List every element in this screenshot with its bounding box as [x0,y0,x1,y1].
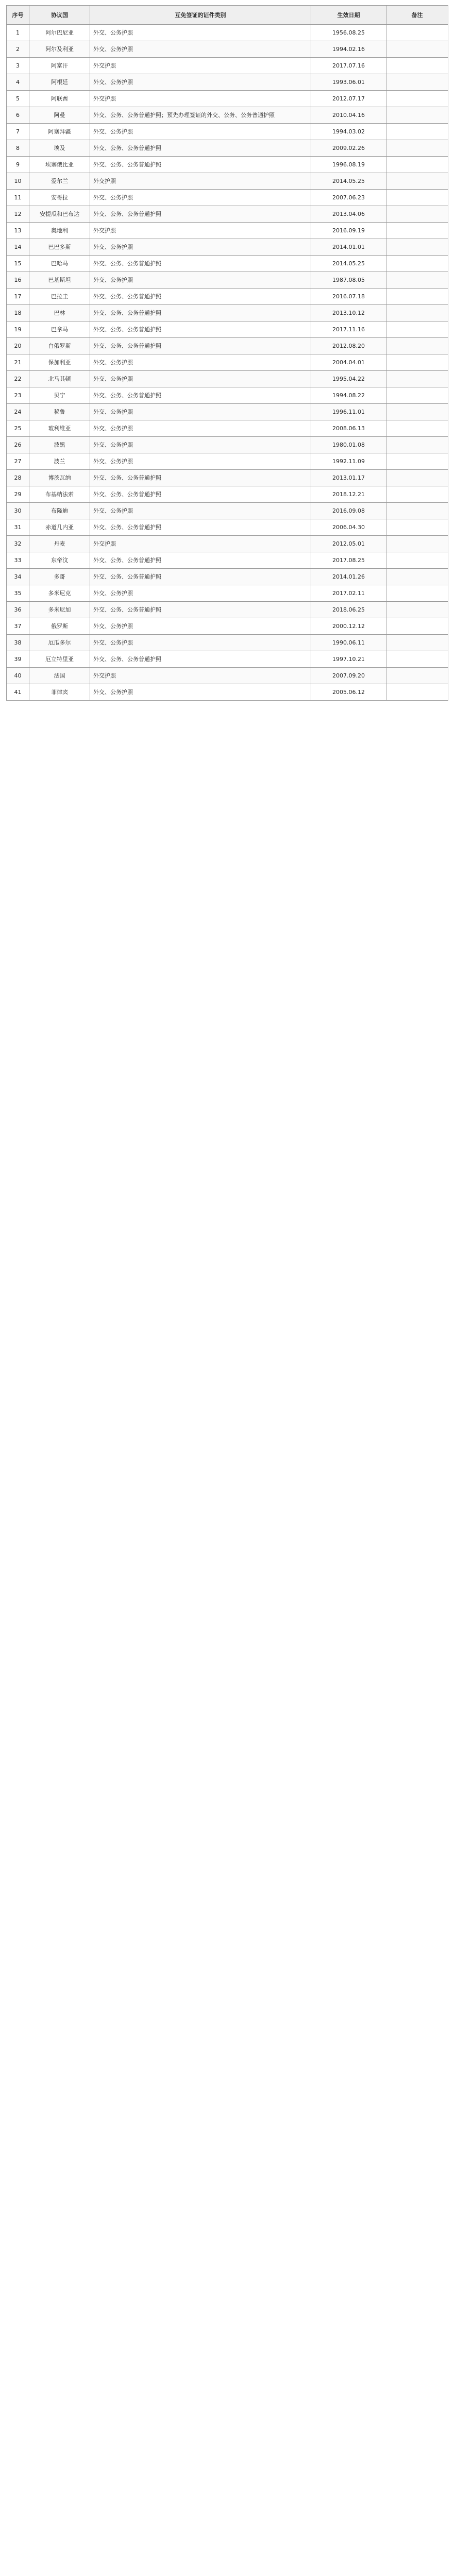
row-passport-types: 外交、公务护照 [90,437,311,453]
table-row [7,387,448,404]
row-country: 丹麦 [29,536,90,552]
row-passport-types: 外交、公务护照 [90,354,311,371]
row-effective-date: 2016.09.19 [311,223,386,239]
row-index: 26 [7,437,29,453]
table-row [7,453,448,470]
row-effective-date: 2013.04.06 [311,206,386,223]
row-remarks [386,371,448,387]
visa-agreement-table-container [6,5,448,701]
row-effective-date: 1996.08.19 [311,157,386,173]
header-country: 协议国 [29,6,90,25]
row-remarks [386,206,448,223]
row-country: 波黑 [29,437,90,453]
row-passport-types: 外交、公务护照 [90,124,311,140]
row-remarks [386,635,448,651]
row-passport-types: 外交、公务护照 [90,41,311,58]
row-index: 19 [7,321,29,338]
row-index: 34 [7,569,29,585]
row-remarks [386,354,448,371]
row-passport-types: 外交、公务、公务普通护照 [90,206,311,223]
row-index: 29 [7,486,29,503]
row-index: 23 [7,387,29,404]
header-index: 序号 [7,6,29,25]
table-row [7,618,448,635]
row-passport-types: 外交、公务、公务普通护照；预先办理签证的外交、公务、公务普通护照 [90,107,311,124]
row-country: 阿根廷 [29,74,90,91]
row-index: 10 [7,173,29,190]
row-country: 巴巴多斯 [29,239,90,256]
table-row [7,569,448,585]
row-country: 爱尔兰 [29,173,90,190]
row-remarks [386,470,448,486]
row-country: 阿尔及利亚 [29,41,90,58]
row-effective-date: 2010.04.16 [311,107,386,124]
row-effective-date: 2013.10.12 [311,305,386,321]
row-index: 3 [7,58,29,74]
table-row [7,239,448,256]
row-passport-types: 外交、公务、公务普通护照 [90,305,311,321]
table-row [7,107,448,124]
row-passport-types: 外交护照 [90,223,311,239]
row-effective-date: 1987.08.05 [311,272,386,289]
table-row [7,651,448,668]
table-row [7,124,448,140]
row-country: 保加利亚 [29,354,90,371]
row-remarks [386,272,448,289]
table-row [7,157,448,173]
row-effective-date: 1992.11.09 [311,453,386,470]
row-country: 白俄罗斯 [29,338,90,354]
row-effective-date: 1980.01.08 [311,437,386,453]
row-country: 安哥拉 [29,190,90,206]
row-effective-date: 1994.03.02 [311,124,386,140]
row-country: 埃及 [29,140,90,157]
row-passport-types: 外交、公务、公务普通护照 [90,519,311,536]
table-row [7,206,448,223]
row-remarks [386,41,448,58]
row-country: 布隆迪 [29,503,90,519]
row-effective-date: 2013.01.17 [311,470,386,486]
row-remarks [386,585,448,602]
table-body [7,25,448,701]
row-index: 14 [7,239,29,256]
row-country: 埃塞俄比亚 [29,157,90,173]
table-row [7,338,448,354]
table-row [7,635,448,651]
row-effective-date: 1956.08.25 [311,25,386,41]
row-effective-date: 2005.06.12 [311,684,386,701]
table-row [7,668,448,684]
row-passport-types: 外交护照 [90,668,311,684]
row-index: 4 [7,74,29,91]
row-passport-types: 外交、公务、公务普通护照 [90,486,311,503]
row-effective-date: 1995.04.22 [311,371,386,387]
row-index: 36 [7,602,29,618]
header-passport-types: 互免签证的证件类别 [90,6,311,25]
row-effective-date: 2009.02.26 [311,140,386,157]
row-passport-types: 外交护照 [90,536,311,552]
row-effective-date: 2014.05.25 [311,173,386,190]
row-passport-types: 外交、公务、公务普通护照 [90,338,311,354]
row-index: 7 [7,124,29,140]
row-effective-date: 2016.07.18 [311,289,386,305]
row-passport-types: 外交、公务护照 [90,404,311,420]
row-passport-types: 外交、公务、公务普通护照 [90,321,311,338]
table-row [7,289,448,305]
row-index: 17 [7,289,29,305]
row-passport-types: 外交、公务护照 [90,239,311,256]
row-index: 13 [7,223,29,239]
row-index: 16 [7,272,29,289]
row-country: 赤道几内亚 [29,519,90,536]
row-remarks [386,25,448,41]
row-remarks [386,602,448,618]
table-row [7,305,448,321]
row-passport-types: 外交护照 [90,91,311,107]
row-country: 厄瓜多尔 [29,635,90,651]
table-row [7,58,448,74]
row-remarks [386,420,448,437]
row-index: 18 [7,305,29,321]
row-remarks [386,569,448,585]
row-country: 波兰 [29,453,90,470]
header-remarks: 备注 [386,6,448,25]
row-passport-types: 外交、公务护照 [90,420,311,437]
row-remarks [386,519,448,536]
table-row [7,404,448,420]
row-effective-date: 1994.02.16 [311,41,386,58]
row-index: 22 [7,371,29,387]
table-row [7,354,448,371]
table-row [7,256,448,272]
row-country: 巴基斯坦 [29,272,90,289]
row-index: 37 [7,618,29,635]
row-index: 28 [7,470,29,486]
row-remarks [386,338,448,354]
table-row [7,140,448,157]
row-index: 39 [7,651,29,668]
row-remarks [386,437,448,453]
row-passport-types: 外交、公务护照 [90,684,311,701]
row-index: 33 [7,552,29,569]
visa-agreement-table [6,5,448,701]
row-country: 巴林 [29,305,90,321]
row-passport-types: 外交、公务、公务普通护照 [90,256,311,272]
row-remarks [386,91,448,107]
row-effective-date: 2014.01.01 [311,239,386,256]
row-country: 阿富汗 [29,58,90,74]
row-index: 9 [7,157,29,173]
row-passport-types: 外交、公务、公务普通护照 [90,289,311,305]
row-passport-types: 外交、公务护照 [90,272,311,289]
row-remarks [386,256,448,272]
table-row [7,74,448,91]
row-effective-date: 2006.04.30 [311,519,386,536]
row-effective-date: 2012.08.20 [311,338,386,354]
row-country: 北马其顿 [29,371,90,387]
row-effective-date: 2000.12.12 [311,618,386,635]
row-country: 阿曼 [29,107,90,124]
table-row [7,420,448,437]
row-index: 12 [7,206,29,223]
row-index: 5 [7,91,29,107]
row-index: 30 [7,503,29,519]
row-remarks [386,107,448,124]
row-index: 41 [7,684,29,701]
row-remarks [386,157,448,173]
row-effective-date: 1993.06.01 [311,74,386,91]
row-remarks [386,321,448,338]
row-passport-types: 外交、公务、公务普通护照 [90,140,311,157]
row-country: 法国 [29,668,90,684]
row-remarks [386,140,448,157]
row-effective-date: 2017.07.16 [311,58,386,74]
row-passport-types: 外交、公务护照 [90,371,311,387]
row-remarks [386,190,448,206]
row-country: 安提瓜和巴布达 [29,206,90,223]
row-remarks [386,618,448,635]
table-row [7,173,448,190]
row-passport-types: 外交、公务、公务普通护照 [90,552,311,569]
row-index: 15 [7,256,29,272]
table-row [7,371,448,387]
row-passport-types: 外交、公务、公务普通护照 [90,387,311,404]
table-row [7,486,448,503]
row-country: 厄立特里亚 [29,651,90,668]
row-passport-types: 外交、公务、公务普通护照 [90,157,311,173]
row-remarks [386,58,448,74]
row-remarks [386,668,448,684]
row-country: 玻利维亚 [29,420,90,437]
header-effective-date: 生效日期 [311,6,386,25]
row-effective-date: 2012.05.01 [311,536,386,552]
header-row [7,6,448,25]
row-effective-date: 2007.06.23 [311,190,386,206]
row-country: 多米尼加 [29,602,90,618]
row-country: 奥地利 [29,223,90,239]
row-index: 27 [7,453,29,470]
row-remarks [386,684,448,701]
row-index: 21 [7,354,29,371]
table-row [7,190,448,206]
row-remarks [386,651,448,668]
row-passport-types: 外交、公务护照 [90,453,311,470]
row-passport-types: 外交、公务护照 [90,585,311,602]
row-country: 贝宁 [29,387,90,404]
table-row [7,684,448,701]
table-row [7,437,448,453]
row-effective-date: 2008.06.13 [311,420,386,437]
row-remarks [386,404,448,420]
table-row [7,519,448,536]
table-row [7,272,448,289]
table-row [7,321,448,338]
row-passport-types: 外交、公务护照 [90,190,311,206]
row-index: 31 [7,519,29,536]
table-row [7,585,448,602]
row-effective-date: 2018.06.25 [311,602,386,618]
row-remarks [386,453,448,470]
table-row [7,223,448,239]
row-remarks [386,305,448,321]
row-effective-date: 2007.09.20 [311,668,386,684]
row-effective-date: 2018.12.21 [311,486,386,503]
row-country: 阿联酋 [29,91,90,107]
row-effective-date: 1996.11.01 [311,404,386,420]
row-passport-types: 外交、公务护照 [90,635,311,651]
row-remarks [386,223,448,239]
row-effective-date: 2017.02.11 [311,585,386,602]
row-country: 菲律宾 [29,684,90,701]
row-remarks [386,74,448,91]
row-country: 秘鲁 [29,404,90,420]
row-remarks [386,387,448,404]
row-passport-types: 外交、公务护照 [90,74,311,91]
row-index: 1 [7,25,29,41]
row-effective-date: 2004.04.01 [311,354,386,371]
row-remarks [386,289,448,305]
table-row [7,41,448,58]
row-index: 40 [7,668,29,684]
row-effective-date: 2012.07.17 [311,91,386,107]
row-effective-date: 2017.11.16 [311,321,386,338]
row-index: 2 [7,41,29,58]
table-row [7,91,448,107]
row-passport-types: 外交护照 [90,173,311,190]
row-passport-types: 外交、公务护照 [90,618,311,635]
row-passport-types: 外交护照 [90,58,311,74]
row-effective-date: 1994.08.22 [311,387,386,404]
row-remarks [386,173,448,190]
row-country: 巴拿马 [29,321,90,338]
row-country: 布基纳法索 [29,486,90,503]
row-passport-types: 外交、公务、公务普通护照 [90,470,311,486]
row-effective-date: 2014.01.26 [311,569,386,585]
row-index: 35 [7,585,29,602]
row-country: 阿尔巴尼亚 [29,25,90,41]
row-country: 多哥 [29,569,90,585]
row-country: 多米尼克 [29,585,90,602]
row-country: 巴拉圭 [29,289,90,305]
row-remarks [386,552,448,569]
table-row [7,470,448,486]
row-effective-date: 2014.05.25 [311,256,386,272]
row-index: 20 [7,338,29,354]
row-remarks [386,536,448,552]
row-effective-date: 1990.06.11 [311,635,386,651]
row-index: 24 [7,404,29,420]
row-passport-types: 外交、公务护照 [90,503,311,519]
row-index: 6 [7,107,29,124]
row-effective-date: 2017.08.25 [311,552,386,569]
row-country: 巴哈马 [29,256,90,272]
row-country: 俄罗斯 [29,618,90,635]
row-passport-types: 外交、公务护照 [90,25,311,41]
row-country: 东帝汶 [29,552,90,569]
row-country: 阿塞拜疆 [29,124,90,140]
table-row [7,602,448,618]
row-index: 8 [7,140,29,157]
row-passport-types: 外交、公务、公务普通护照 [90,569,311,585]
row-remarks [386,486,448,503]
row-remarks [386,503,448,519]
row-remarks [386,239,448,256]
row-remarks [386,124,448,140]
row-passport-types: 外交、公务、公务普通护照 [90,602,311,618]
row-country: 博茨瓦纳 [29,470,90,486]
table-row [7,552,448,569]
row-index: 11 [7,190,29,206]
table-row [7,536,448,552]
row-index: 32 [7,536,29,552]
row-passport-types: 外交、公务、公务普通护照 [90,651,311,668]
row-index: 25 [7,420,29,437]
table-row [7,503,448,519]
row-effective-date: 1997.10.21 [311,651,386,668]
row-index: 38 [7,635,29,651]
table-row [7,25,448,41]
row-effective-date: 2016.09.08 [311,503,386,519]
